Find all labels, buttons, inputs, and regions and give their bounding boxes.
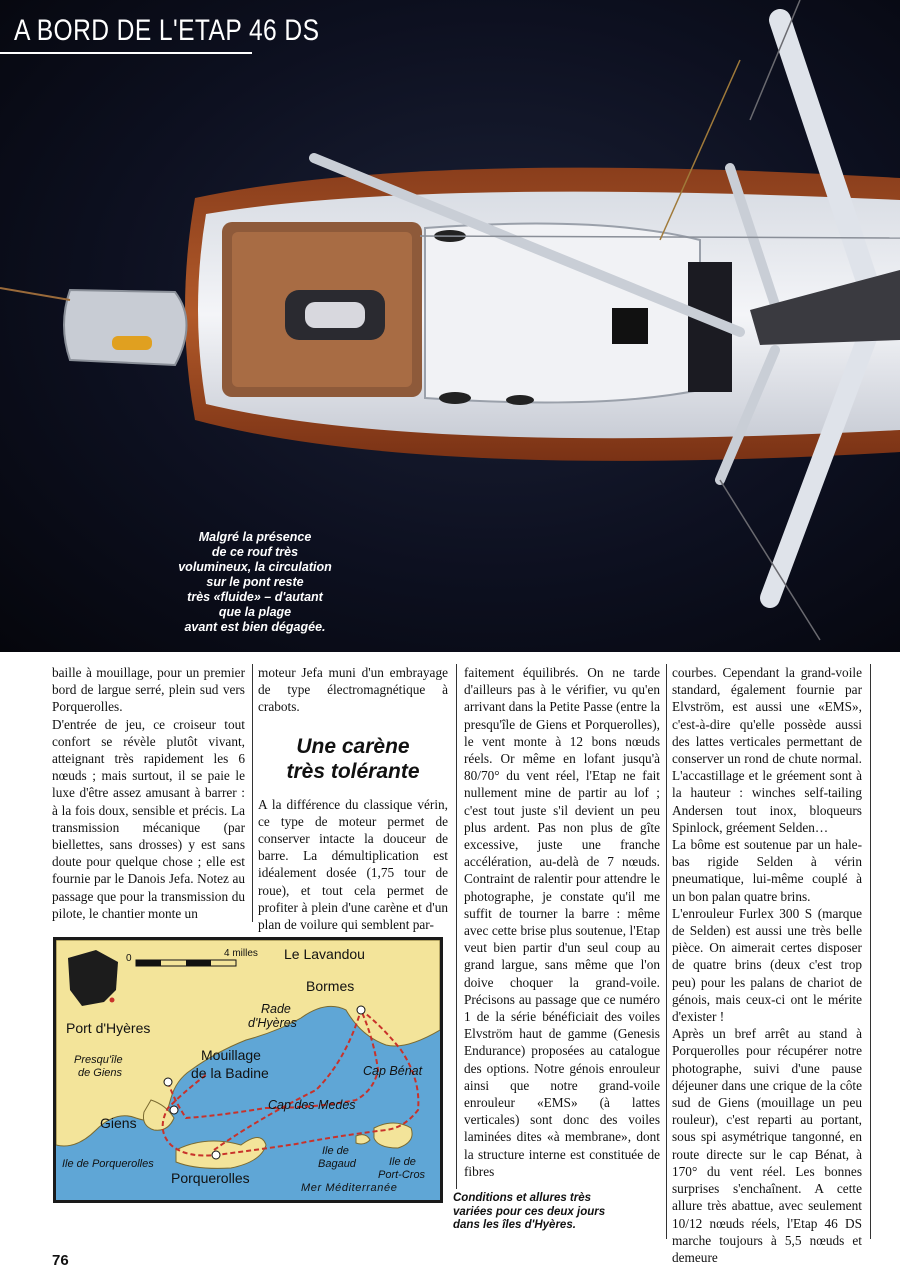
paragraph: La bôme est soutenue par un hale-bas rigide Selden à vérin pneumatique, lui-même couplé à un bon palan quatre brins.: [672, 837, 862, 904]
map-label-port-cros: Port-Cros: [378, 1169, 426, 1181]
route-map: [53, 937, 443, 1203]
map-scale-label: 4 milles: [224, 948, 258, 959]
photo-caption: [150, 530, 360, 635]
map-label-mouillage: Mouillage: [201, 1047, 261, 1063]
map-label-le-lavandou: Le Lavandou: [284, 946, 365, 962]
photo-caption-line: très «fluide» – d'autant: [187, 590, 323, 604]
map-label-rade: Rade: [261, 1002, 291, 1016]
photo-caption-line: avant est bien dégagée.: [184, 620, 326, 634]
paragraph: moteur Jefa muni d'un embrayage de type électromagnétique à crabots.: [258, 665, 448, 715]
header-rule: [0, 52, 252, 54]
map-label-cap-des-medes: Cap des Medes: [268, 1098, 356, 1112]
page-header-title: A BORD DE L'ETAP 46 DS: [14, 14, 320, 47]
map-label-de-la-badine: de la Badine: [191, 1065, 269, 1081]
map-label-presquile: Presqu'île: [74, 1054, 123, 1066]
map-label-rade-hyeres: d'Hyères: [248, 1016, 297, 1030]
map-label-giens: Giens: [100, 1115, 137, 1131]
map-label-de-giens: de Giens: [78, 1067, 123, 1079]
page-number: 76: [52, 1252, 69, 1269]
column-divider: [870, 664, 871, 1239]
map-label-porquerolles: Porquerolles: [171, 1170, 250, 1186]
article-column-1: [52, 664, 245, 922]
column-divider: [456, 664, 457, 1189]
column-divider: [252, 664, 253, 922]
map-label-bormes: Bormes: [306, 978, 355, 994]
map-label-ile-de: Ile de: [389, 1156, 416, 1168]
subheading-line: Une carène: [296, 734, 410, 758]
map-label-port-hyeres: Port d'Hyères: [66, 1020, 151, 1036]
paragraph: baille à mouillage, pour un premier bord de largue serré, plein sud vers Porquerolles.: [52, 665, 245, 715]
map-caption: [453, 1192, 623, 1233]
map-label-ile-de: Ile de: [322, 1145, 349, 1157]
paragraph: D'entrée de jeu, ce croiseur tout confort se révèle plutôt vivant, atteignant très rapidement les 6 nœuds ; mais surtout, il se paie le luxe d'être assez amusant à barrer : à la fois doux, sensible et précis. La transmission mécanique (par biellettes, sans drosses) y est sans doute pour quelque chose ; elle est fournie par le Danois Jefa. Notez au passage que pour la transmission du pilote, le chantier monte un: [52, 716, 245, 921]
map-caption-line: Conditions et allures très: [453, 1192, 592, 1204]
paragraph: L'enrouleur Furlex 300 S (marque de Selden) est aussi une très belle pièce. On aimerait certes disposer de quatre brins (deux c'est trop peu) pour les palans de chariot de génois, mais ceux-ci ont le mérite d'exister !: [672, 905, 862, 1025]
map-label-cap-benat: Cap Bénat: [363, 1064, 423, 1078]
paragraph: Après un bref arrêt au stand à Porquerolles pour récupérer notre photographe, suivi d'une pause déjeuner dans une crique de la côte sud de Giens (mouillage un peu rouleur), c'est reparti au portant, sous spi asymétrique tangonné, en route directe sur le cap Bénat, à 170° du vent réel. Les bonnes surprises s'enchaînent. A cette allure très abattue, avec seulement 10/12 nœuds réels, l'Etap 46 DS marche toujours à 5,5 nœuds et demeure: [672, 1026, 862, 1265]
section-subheading: [258, 734, 448, 784]
map-label-ile-de-porquerolles: Ile de Porquerolles: [62, 1158, 154, 1170]
map-caption-line: variées pour ces deux jours: [453, 1205, 606, 1218]
photo-caption-line: sur le pont reste: [206, 575, 304, 589]
article-column-3: [464, 664, 660, 1180]
column-divider: [666, 664, 667, 1239]
paragraph: A la différence du classique vérin, ce type de moteur permet de conserver intacte la douceur de barre. La démultiplication est idéalement dosée (1,75 tour de roue), et tout cela permet de profiter à plein d'une carène et d'un plan de voilure qui semblent par-: [258, 796, 448, 933]
paragraph: faitement équilibrés. On ne tarde d'ailleurs pas à le vérifier, vu qu'en arrivant dans la Petite Passe (entre la presqu'île de Giens et Porquerolles), le vent monte à 12 bons nœuds réels. Or même en lofant jusqu'à 80/70° du vent réel, l'Etap ne fait nullement mine de partir au lof ; c'est tout juste s'il devient un peu plus ardent. Pas non plus de gîte excessive, juste une franche accélération, au-delà de 7 nœuds. Contraint de ralentir pour attendre le photographe, je constate qu'il me suffit de tourner la barre : même avec cette brise plus soutenue, l'Etap veut bien partir d'un seul coup au grand largue, sans même que l'on doive choquer la grand-voile. Précisons au passage que ce numéro 1 de la série bénéficiait des voiles Elvström haut de gamme (Genesis Endurance) proposées au catalogue des options. Notre génois enrouleur ainsi que notre grand-voile enrouleur «EMS» (à lattes verticales) sont donc des voiles laminées dites «à membrane», dont la structure interne est constituée de fibres: [464, 665, 660, 1179]
map-caption-line: dans les îles d'Hyères.: [453, 1219, 576, 1231]
article-column-4: [672, 664, 862, 1266]
article-column-2: [258, 664, 448, 933]
photo-caption-line: que la plage: [218, 605, 292, 619]
photo-caption-line: volumineux, la circulation: [178, 560, 332, 574]
photo-caption-line: de ce rouf très: [211, 545, 299, 559]
map-scale-zero: 0: [126, 953, 132, 964]
paragraph: courbes. Cependant la grand-voile standard, également fournie par Elvström, est aussi une «EMS», c'est-à-dire qu'elle possède aussi des lattes verticales permettant de conserver un rond de chute normal. L'accastillage et le gréement sont à la hauteur : winches self-tailing Andersen tout inox, bloqueurs Spinlock, gréement Selden…: [672, 665, 862, 835]
subheading-line: très tolérante: [286, 759, 420, 783]
map-label-mer-mediterranee: Mer Méditerranée: [301, 1182, 398, 1194]
map-label-bagaud: Bagaud: [318, 1158, 356, 1170]
photo-caption-line: Malgré la présence: [198, 530, 312, 544]
